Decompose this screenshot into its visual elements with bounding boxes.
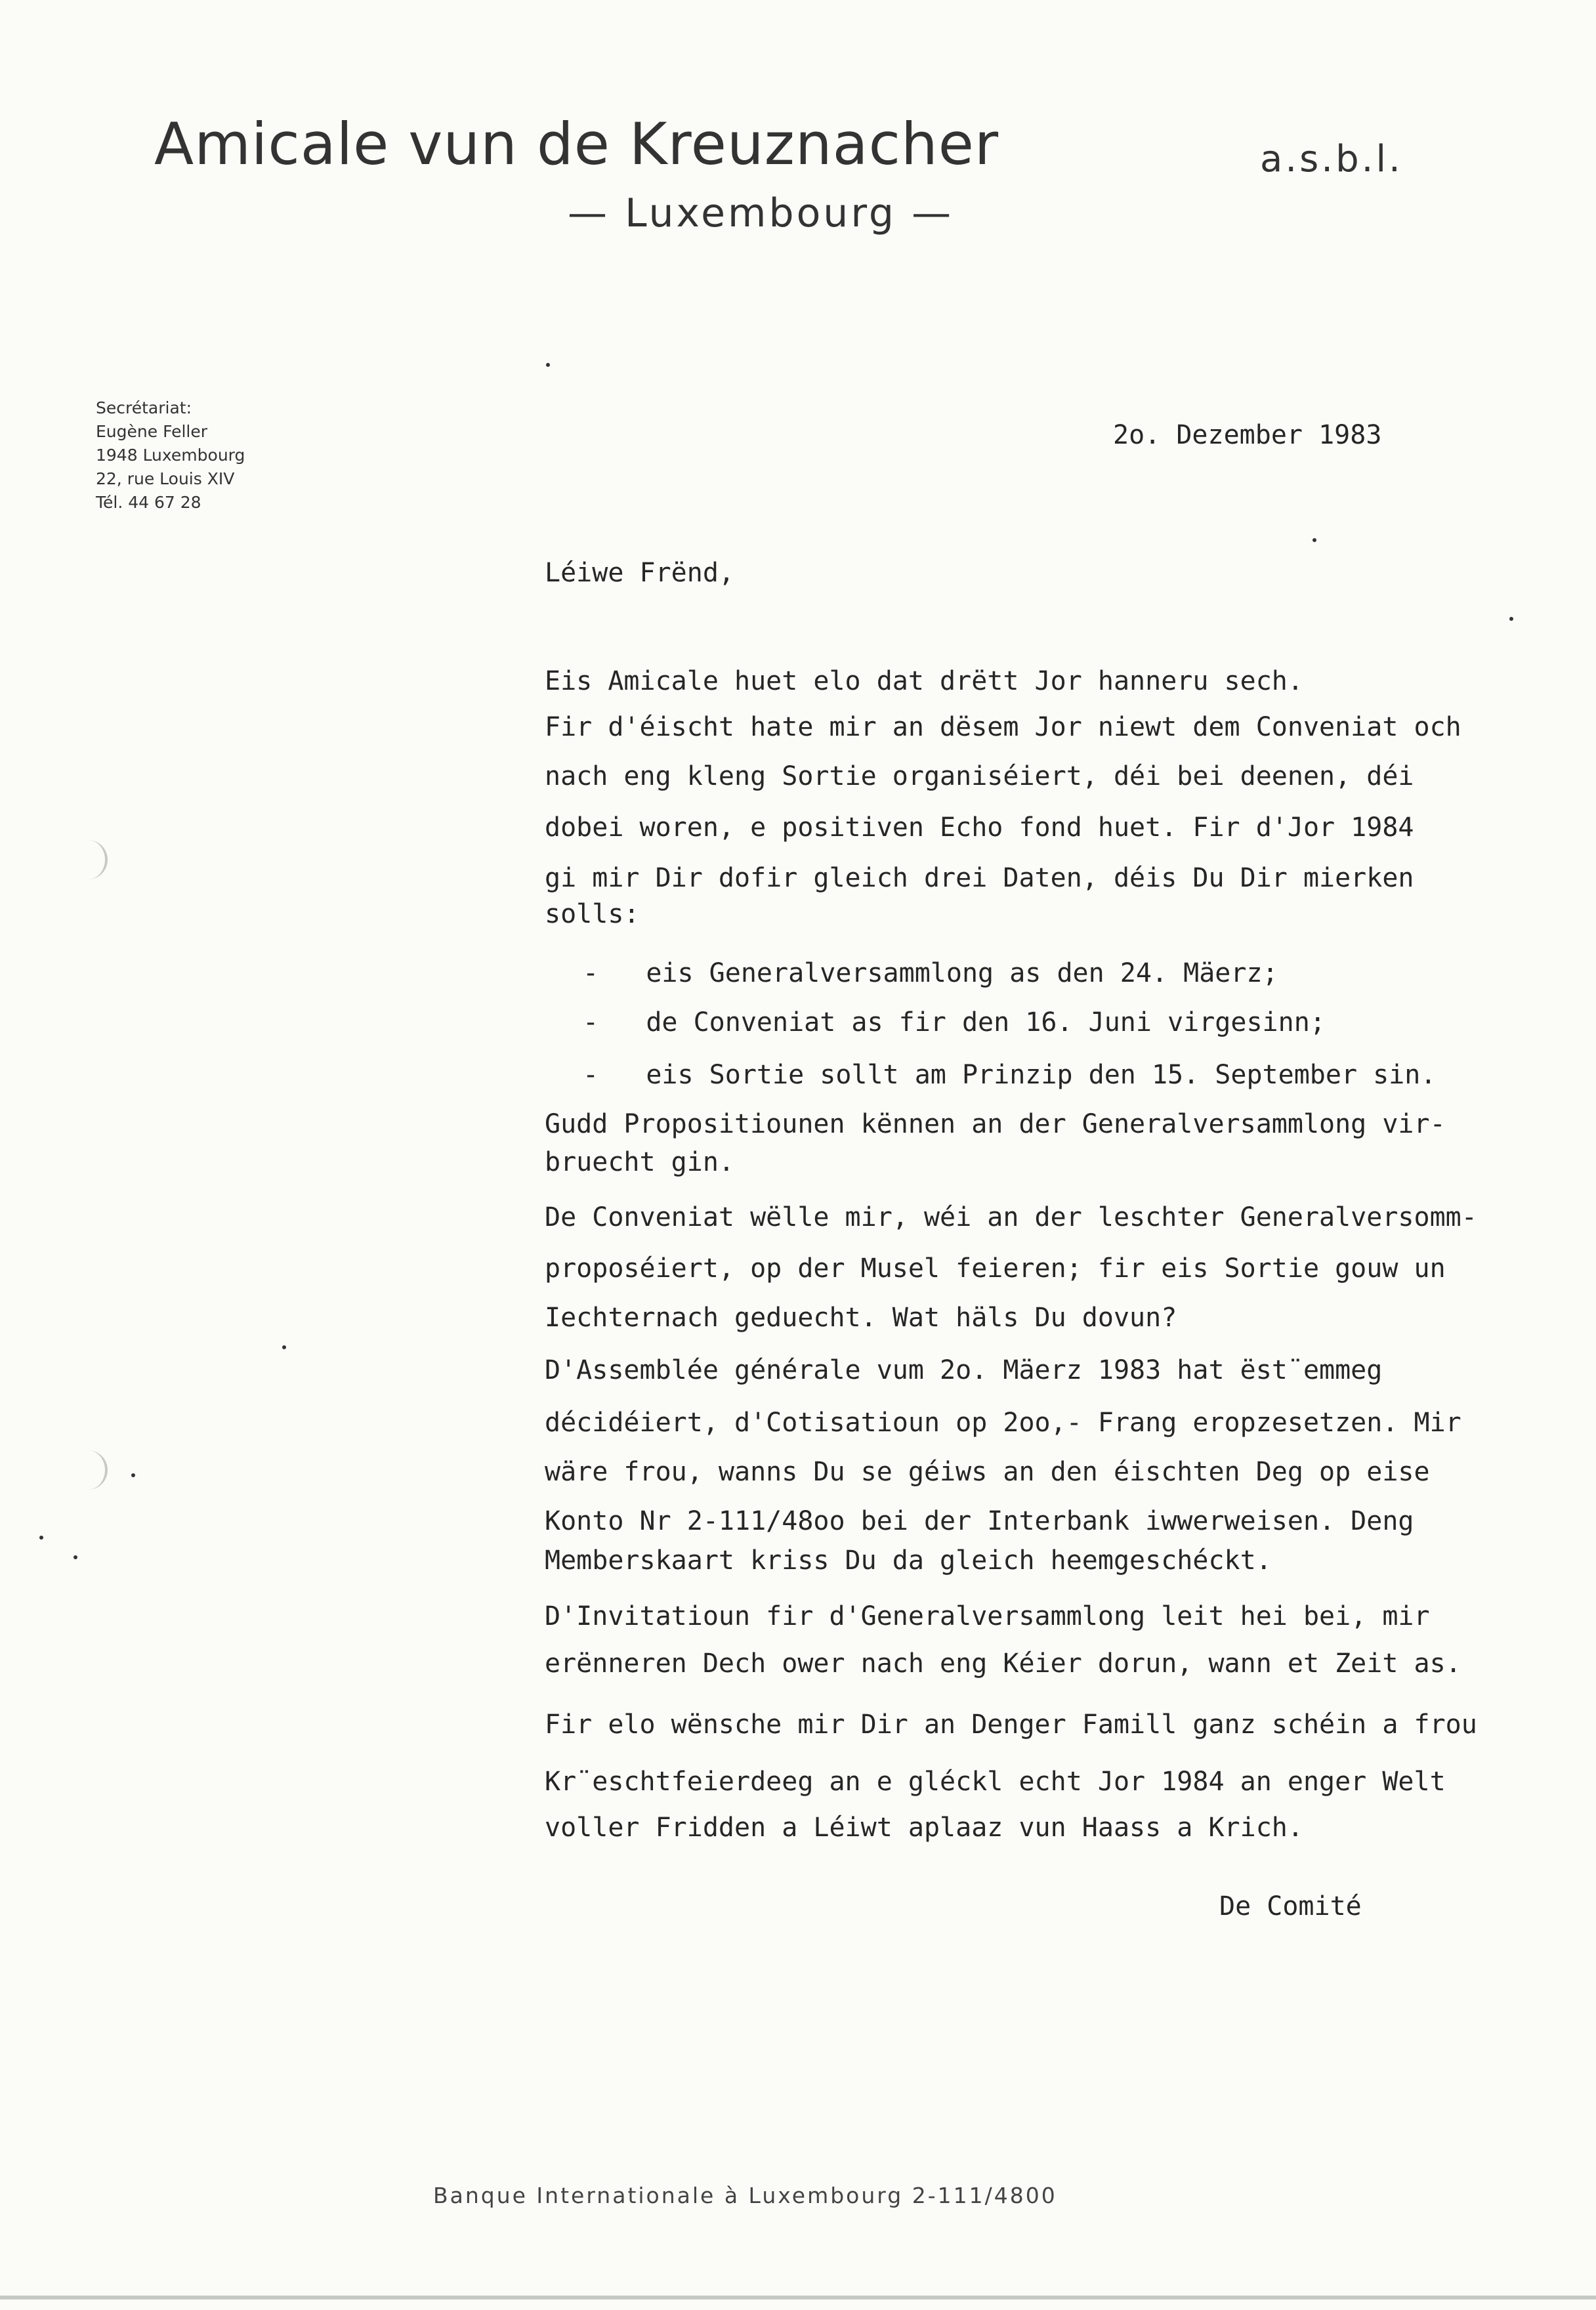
org-legal-suffix: a.s.b.l. bbox=[1260, 138, 1403, 180]
letter-date: 2o. Dezember 1983 bbox=[1113, 420, 1382, 450]
body-line: Eis Amicale huet elo dat drëtt Jor hanneru sech. bbox=[545, 666, 1303, 696]
punch-hole-mark bbox=[79, 840, 108, 879]
body-line: Gudd Propositiounen kënnen an der Generalversammlong vir- bbox=[545, 1109, 1446, 1139]
body-line: Iechternach geduecht. Wat häls Du dovun? bbox=[545, 1303, 1177, 1333]
letter-greeting: Léiwe Frënd, bbox=[545, 558, 734, 588]
paper-speck bbox=[39, 1536, 43, 1540]
org-name: Amicale vun de Kreuznacher bbox=[154, 110, 999, 178]
body-line: Memberskaart kriss Du da gleich heemgeschéckt. bbox=[545, 1545, 1272, 1576]
paper-speck bbox=[1312, 538, 1316, 542]
paper-speck bbox=[546, 363, 550, 367]
body-line: Fir d'éischt hate mir an dësem Jor niewt dem Conveniat och bbox=[545, 712, 1461, 742]
secretariat-line: 1948 Luxembourg bbox=[96, 446, 245, 465]
secretariat-line: 22, rue Louis XIV bbox=[96, 469, 235, 488]
punch-hole-mark bbox=[79, 1450, 108, 1490]
body-line: décidéiert, d'Cotisatioun op 2oo,- Frang eropzesetzen. Mir bbox=[545, 1408, 1461, 1438]
body-line: D'Assemblée générale vum 2o. Mäerz 1983 hat ëst¨emmeg bbox=[545, 1355, 1383, 1385]
bullet-item: - de Conveniat as fir den 16. Juni virgesinn; bbox=[583, 1007, 1326, 1038]
body-line: bruecht gin. bbox=[545, 1147, 734, 1177]
body-line: Konto Nr 2-111/48oo bei der Interbank iwwerweisen. Deng bbox=[545, 1506, 1414, 1536]
closing-line: voller Fridden a Léiwt aplaaz vun Haass a Krich. bbox=[545, 1813, 1303, 1843]
secretariat-line: Tél. 44 67 28 bbox=[96, 493, 201, 512]
paper-speck bbox=[1509, 617, 1513, 621]
body-line: proposéiert, op der Musel feieren; fir eis Sortie gouw un bbox=[545, 1253, 1446, 1284]
secretariat-line: Secrétariat: bbox=[96, 398, 192, 417]
body-line: wäre frou, wanns Du se géiws an den éischten Deg op eise bbox=[545, 1457, 1430, 1487]
paper-speck bbox=[282, 1345, 286, 1349]
letter-signature: De Comité bbox=[1219, 1891, 1362, 1922]
secretariat-line: Eugène Feller bbox=[96, 422, 208, 441]
org-location: — Luxembourg — bbox=[568, 190, 954, 236]
body-line: D'Invitatioun fir d'Generalversammlong leit hei bei, mir bbox=[545, 1601, 1430, 1631]
paper-speck bbox=[131, 1473, 135, 1477]
closing-line: Fir elo wënsche mir Dir an Denger Famill ganz schéin a frou bbox=[545, 1710, 1477, 1740]
bottom-edge-rule bbox=[0, 2296, 1596, 2300]
body-line: gi mir Dir dofir gleich drei Daten, déis Du Dir mierken bbox=[545, 863, 1414, 893]
secretariat-address bbox=[96, 396, 245, 514]
footer-bank-details: Banque Internationale à Luxembourg 2-111/4800 bbox=[433, 2183, 1057, 2208]
bullet-item: - eis Generalversammlong as den 24. Mäerz; bbox=[583, 958, 1278, 988]
body-line: solls: bbox=[545, 899, 640, 929]
closing-line: Kr¨eschtfeierdeeg an e gléckl echt Jor 1984 an enger Welt bbox=[545, 1767, 1446, 1797]
body-line: dobei woren, e positiven Echo fond huet. Fir d'Jor 1984 bbox=[545, 812, 1414, 843]
bullet-item: - eis Sortie sollt am Prinzip den 15. September sin. bbox=[583, 1060, 1437, 1090]
paper-speck bbox=[74, 1555, 77, 1559]
body-line: erënneren Dech ower nach eng Kéier dorun, wann et Zeit as. bbox=[545, 1648, 1461, 1679]
body-line: De Conveniat wëlle mir, wéi an der leschter Generalversomm- bbox=[545, 1202, 1477, 1232]
body-line: nach eng kleng Sortie organiséiert, déi bei deenen, déi bbox=[545, 761, 1414, 791]
